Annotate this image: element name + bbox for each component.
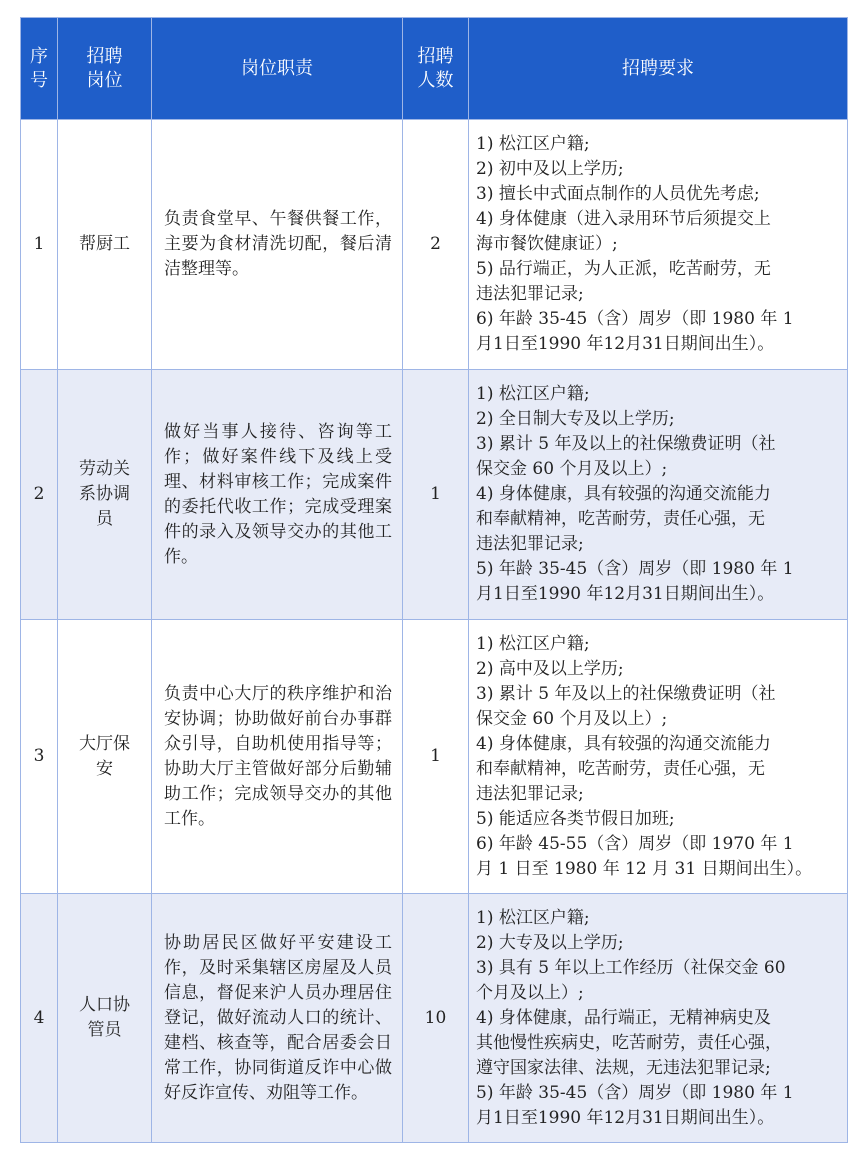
cell-count: 1 — [403, 620, 469, 894]
requirement-line: 和奉献精神，吃苦耐劳，责任心强，无 — [476, 758, 765, 779]
cell-seq: 2 — [21, 370, 58, 620]
header-requirements: 招聘要求 — [469, 18, 848, 120]
cell-requirements — [469, 370, 848, 620]
header-duty: 岗位职责 — [152, 18, 403, 120]
requirement-line: 6) 年龄 35-45（含）周岁（即 1980 年 1 — [476, 309, 794, 329]
cell-requirements — [469, 620, 848, 894]
header-row — [21, 18, 848, 120]
requirement-line: 5) 品行端正，为人正派，吃苦耐劳，无 — [476, 259, 771, 279]
header-position: 招聘 岗位 — [58, 18, 152, 120]
requirement-line: 海市餐饮健康证）; — [476, 234, 618, 254]
cell-duty: 负责食堂早、午餐供餐工作，主要为食材清洗切配，餐后清洁整理等。 — [152, 120, 403, 370]
requirement-line: 违法犯罪记录; — [476, 783, 584, 804]
cell-seq: 1 — [21, 120, 58, 370]
cell-count: 10 — [403, 894, 469, 1143]
table-row — [21, 120, 848, 370]
requirement-line: 违法犯罪记录; — [476, 284, 584, 304]
recruitment-table — [20, 17, 848, 1143]
requirement-line: 4) 身体健康，具有较强的沟通交流能力 — [476, 484, 771, 504]
cell-seq: 3 — [21, 620, 58, 894]
header-count: 招聘 人数 — [403, 18, 469, 120]
requirement-line: 3) 累计 5 年及以上的社保缴费证明（社 — [476, 683, 776, 704]
requirement-line: 1) 松江区户籍; — [476, 134, 590, 154]
requirement-line: 2) 高中及以上学历; — [476, 658, 624, 679]
requirement-line: 5) 年龄 35-45（含）周岁（即 1980 年 1 — [476, 559, 794, 579]
requirement-line: 个月及以上）; — [476, 982, 584, 1003]
requirement-line: 保交金 60 个月及以上）; — [476, 708, 668, 729]
cell-requirements — [469, 120, 848, 370]
cell-count: 2 — [403, 120, 469, 370]
cell-seq: 4 — [21, 894, 58, 1143]
requirement-line: 月 1 日至 1980 年 12 月 31 日期间出生）。 — [476, 858, 813, 879]
requirement-line: 1) 松江区户籍; — [476, 384, 590, 404]
requirement-line: 5) 能适应各类节假日加班; — [476, 808, 675, 829]
cell-position: 劳动关 系协调 员 — [58, 370, 152, 620]
requirement-line: 4) 身体健康，具有较强的沟通交流能力 — [476, 733, 771, 754]
requirement-line: 4) 身体健康，品行端正，无精神病史及 — [476, 1007, 771, 1028]
requirement-line: 违法犯罪记录; — [476, 534, 584, 554]
requirement-line: 月1日至1990 年12月31日期间出生）。 — [476, 1107, 775, 1128]
requirement-line: 1) 松江区户籍; — [476, 907, 590, 928]
requirement-line: 3) 累计 5 年及以上的社保缴费证明（社 — [476, 434, 776, 454]
table-row — [21, 894, 848, 1143]
requirement-line: 2) 大专及以上学历; — [476, 932, 624, 953]
cell-position: 帮厨工 — [58, 120, 152, 370]
requirement-line: 遵守国家法律、法规，无违法犯罪记录; — [476, 1057, 771, 1078]
cell-count: 1 — [403, 370, 469, 620]
requirement-line: 其他慢性疾病史，吃苦耐劳，责任心强， — [476, 1032, 782, 1053]
requirement-line: 和奉献精神，吃苦耐劳，责任心强，无 — [476, 509, 765, 529]
requirement-line: 3) 具有 5 年以上工作经历（社保交金 60 — [476, 957, 786, 978]
header-seq: 序 号 — [21, 18, 58, 120]
requirement-line: 月1日至1990 年12月31日期间出生）。 — [476, 584, 775, 604]
cell-duty: 做好当事人接待、咨询等工作；做好案件线下及线上受理、材料审核工作；完成案件的委托代收工作；完成受理案件的录入及领导交办的其他工作。 — [152, 370, 403, 620]
requirement-line: 3) 擅长中式面点制作的人员优先考虑; — [476, 184, 760, 204]
requirement-line: 5) 年龄 35-45（含）周岁（即 1980 年 1 — [476, 1082, 794, 1103]
cell-position: 大厅保 安 — [58, 620, 152, 894]
table-row — [21, 370, 848, 620]
requirement-line: 6) 年龄 45-55（含）周岁（即 1970 年 1 — [476, 833, 794, 854]
cell-requirements — [469, 894, 848, 1143]
requirement-line: 2) 全日制大专及以上学历; — [476, 409, 675, 429]
cell-duty: 协助居民区做好平安建设工作，及时采集辖区房屋及人员信息，督促来沪人员办理居住登记，做好流动人口的统计、建档、核查等，配合居委会日常工作，协同街道反诈中心做好反诈宣传、劝阻等工作。 — [152, 894, 403, 1143]
table-row — [21, 620, 848, 894]
requirement-line: 4) 身体健康（进入录用环节后须提交上 — [476, 209, 771, 229]
requirement-line: 月1日至1990 年12月31日期间出生）。 — [476, 334, 775, 354]
cell-position: 人口协 管员 — [58, 894, 152, 1143]
requirement-line: 保交金 60 个月及以上）; — [476, 459, 668, 479]
cell-duty: 负责中心大厅的秩序维护和治安协调；协助做好前台办事群众引导，自助机使用指导等；协助大厅主管做好部分后勤辅助工作；完成领导交办的其他工作。 — [152, 620, 403, 894]
requirement-line: 1) 松江区户籍; — [476, 633, 590, 654]
requirement-line: 2) 初中及以上学历; — [476, 159, 624, 179]
